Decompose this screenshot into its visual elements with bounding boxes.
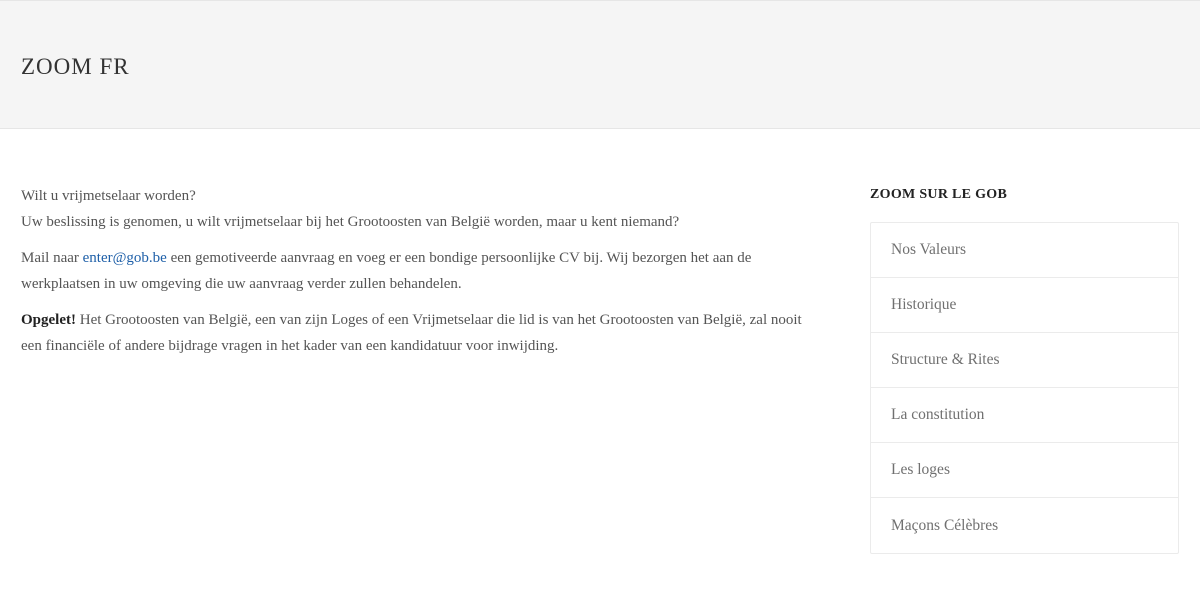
sidebar-item-historique[interactable]: [871, 278, 1178, 333]
intro-paragraph: [21, 183, 811, 235]
sidebar-item-label[interactable]: Les loges: [891, 461, 950, 478]
mail-paragraph: [21, 245, 811, 297]
page-header: [0, 0, 1200, 129]
sidebar-item-label[interactable]: Structure & Rites: [891, 351, 1000, 368]
mail-prefix: Mail naar: [21, 250, 83, 266]
sidebar-item-les-loges[interactable]: [871, 443, 1178, 498]
sidebar-item-label[interactable]: Maçons Célèbres: [891, 516, 999, 534]
sidebar: [870, 184, 1179, 554]
sidebar-item-label[interactable]: Historique: [891, 296, 957, 313]
sidebar-title: ZOOM SUR LE GOB: [870, 187, 1008, 202]
sidebar-item-macons-celebres[interactable]: [871, 498, 1178, 553]
sidebar-item-label[interactable]: La constitution: [891, 406, 985, 423]
sidebar-item-structure-rites[interactable]: [871, 333, 1178, 388]
main-content: [21, 183, 811, 369]
intro-text: Uw beslissing is genomen, u wilt vrijmetselaar bij het Grootoosten van België worden, maar u kent niemand?: [21, 214, 680, 230]
warning-text: Het Grootoosten van België, een van zijn Loges of een Vrijmetselaar die lid is van het Grootoosten van België, zal nooit een financiële of andere bijdrage vragen in het kader van een kandidatuur voor inwijding.: [21, 312, 802, 354]
sidebar-item-nos-valeurs[interactable]: [871, 223, 1178, 278]
sidebar-menu: [870, 222, 1179, 554]
warning-label: Opgelet!: [21, 312, 76, 328]
intro-question: Wilt u vrijmetselaar worden?: [21, 188, 196, 204]
sidebar-item-label[interactable]: Nos Valeurs: [891, 241, 967, 258]
page-title: ZOOM FR: [21, 54, 130, 79]
warning-paragraph: [21, 307, 811, 359]
sidebar-item-la-constitution[interactable]: [871, 388, 1178, 443]
mail-suffix: een gemotiveerde aanvraag en voeg er een bondige persoonlijke CV bij. Wij bezorgen het aan de werkplaatsen in uw omgeving die uw aanvraag verder zullen behandelen.: [21, 250, 752, 292]
email-link[interactable]: enter@gob.be: [82, 250, 167, 266]
